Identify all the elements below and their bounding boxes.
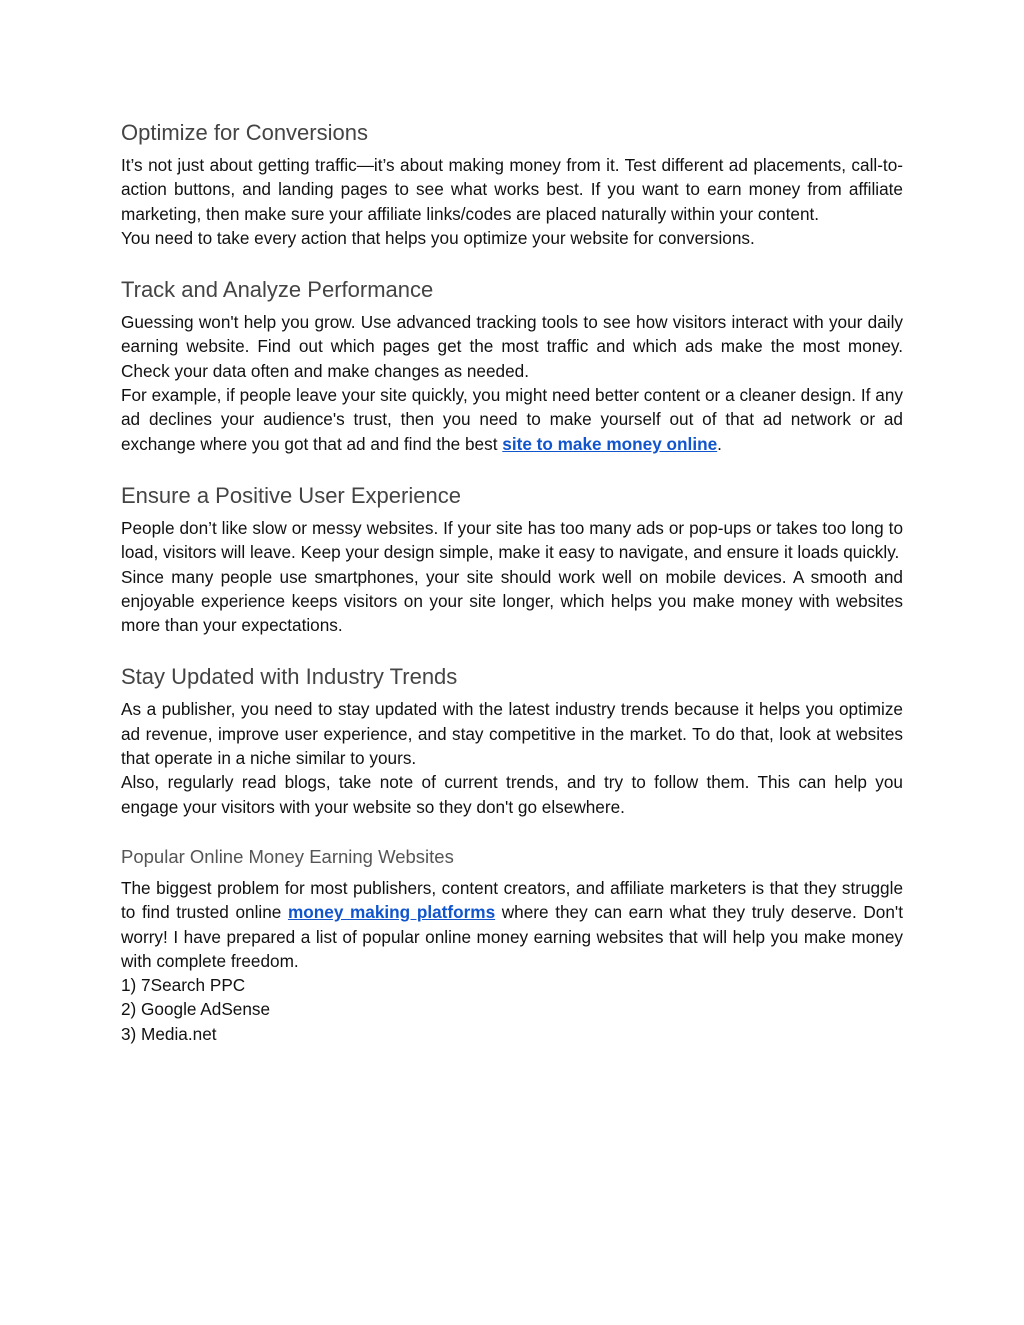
section-heading: Ensure a Positive User Experience (121, 482, 461, 508)
section-heading: Stay Updated with Industry Trends (121, 664, 458, 690)
paragraph-text: The biggest problem for most publishers, content creators, and affiliate marketers is that they struggle to find trusted online (121, 877, 903, 923)
paragraph-with-link (121, 383, 903, 456)
list-item: 2) Google AdSense (121, 999, 271, 1020)
website-list (121, 973, 903, 1046)
paragraph: Also, regularly read blogs, take note of current trends, and try to follow them. This can help you engage your visitors with your website so they don't go elsewhere. (121, 772, 903, 817)
section-popular-websites (121, 844, 903, 1046)
paragraph: Since many people use smartphones, your site should work well on mobile devices. A smooth and enjoyable experience keeps visitors on your site longer, which helps you make money with websites more than your expectations. (121, 566, 903, 636)
list-item: 1) 7Search PPC (121, 975, 246, 996)
paragraph: Guessing won't help you grow. Use advanced tracking tools to see how visitors interact with your daily earning website. Find out which pages get the most traffic and which ads make the most money. Check your data often and make changes as needed. (121, 312, 903, 381)
section-heading: Track and Analyze Performance (121, 277, 434, 303)
list-item: 3) Media.net (121, 1023, 217, 1044)
money-making-platforms-link[interactable]: money making platforms (287, 902, 496, 923)
paragraph-text: For example, if people leave your site quickly, you might need better content or a cleaner design. If any ad declines your audience's trust, then you need to make yourself out of that ad network or ad exchange where you got that ad and find the best (121, 385, 903, 454)
paragraph-text: where they can earn what they truly deserve. Don't worry! I have prepared a list of popular online money earning websites that will help you make money with complete freedom. (121, 902, 903, 971)
paragraph: It’s not just about getting traffic—it’s about making money from it. Test different ad placements, call-to-action buttons, and landing pages to see what works best. If you want to earn money from affiliate marketing, then make sure your affiliate links/codes are placed naturally within your content. (121, 155, 903, 224)
section-heading: Optimize for Conversions (121, 120, 368, 145)
paragraph-with-link (121, 876, 903, 973)
section-subheading: Popular Online Money Earning Websites (121, 845, 454, 867)
section-track-performance (121, 275, 903, 456)
document-page (121, 118, 903, 1046)
paragraph: You need to take every action that helps you optimize your website for conversions. (121, 227, 755, 248)
paragraph: As a publisher, you need to stay updated with the latest industry trends because it helps you optimize ad revenue, improve user experience, and stay competitive in the market. To do that, look at websites that operate in a niche similar to yours. (121, 699, 903, 769)
site-to-make-money-online-link[interactable]: site to make money online (502, 433, 718, 454)
paragraph: People don’t like slow or messy websites. If your site has too many ads or pop-ups or takes too long to load, visitors will leave. Keep your design simple, make it easy to navigate, and ensure it loads quickly. (121, 517, 903, 563)
section-user-experience (121, 481, 903, 637)
section-optimize-conversions (121, 118, 903, 250)
section-industry-trends (121, 662, 903, 818)
paragraph-text: . (717, 433, 722, 454)
